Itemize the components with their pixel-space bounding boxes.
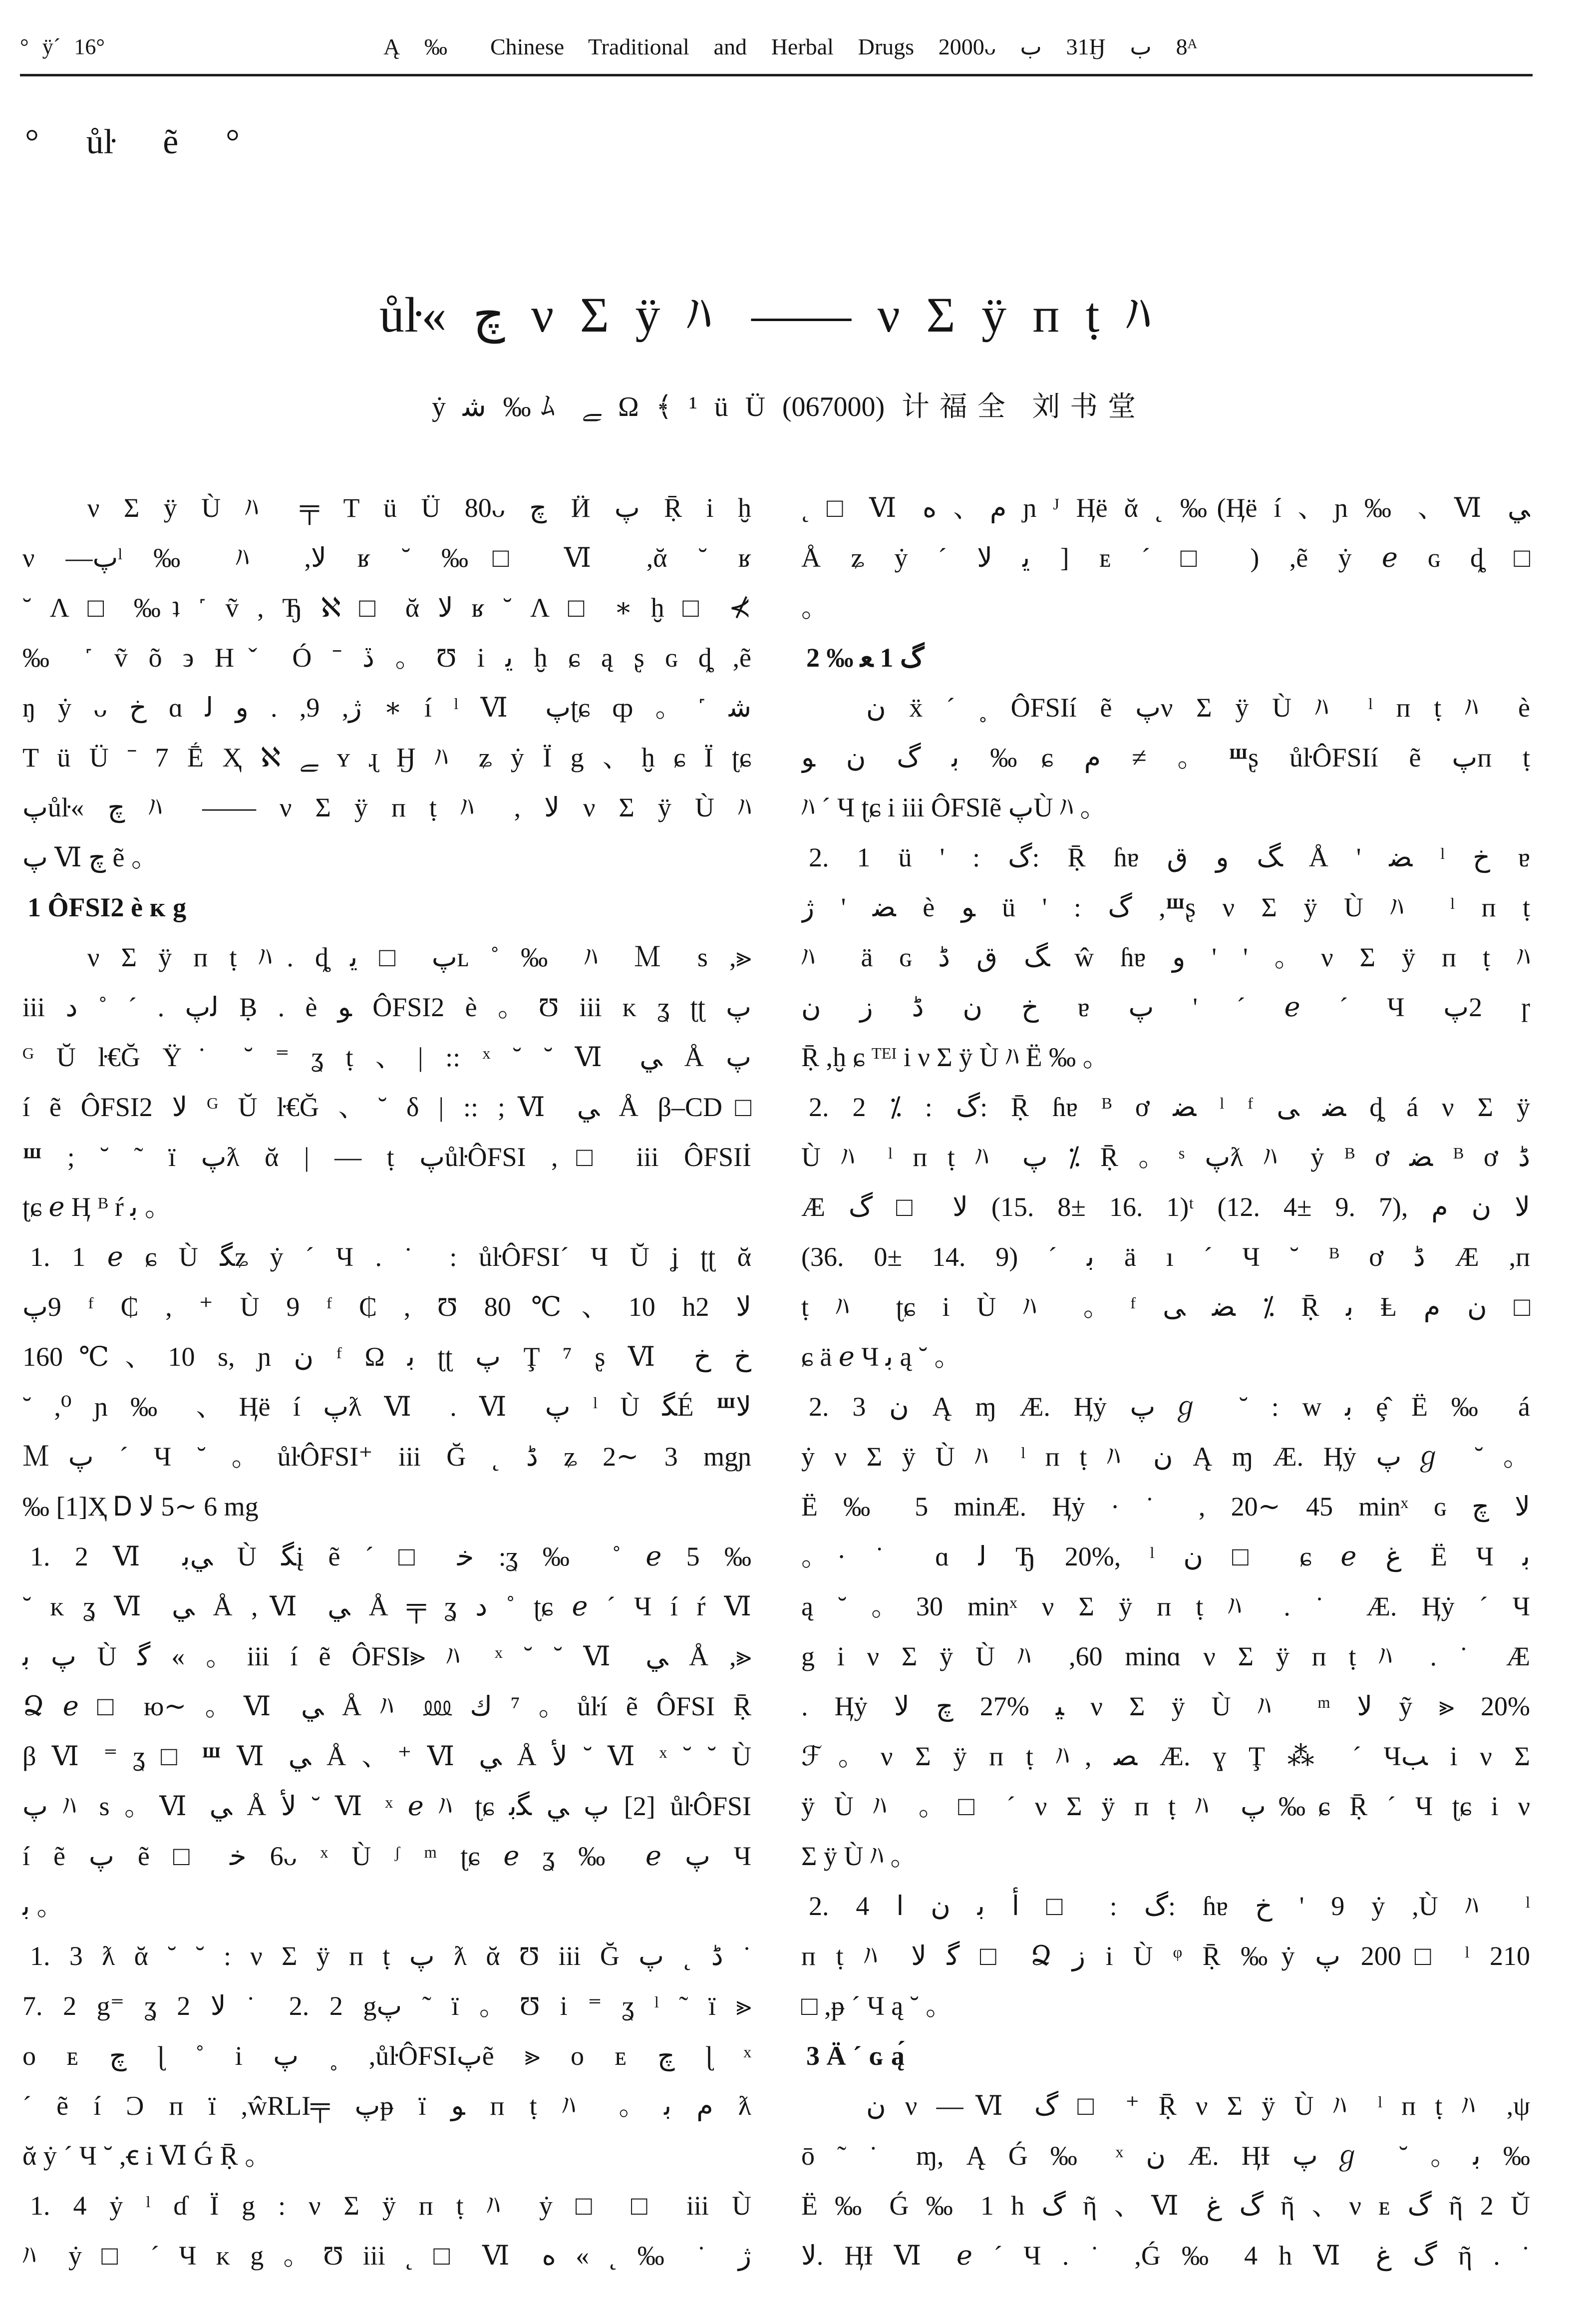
text-line: 。	[801, 593, 828, 623]
text-line: 160℃、10 s, ɲ ﻥ ᶠ Ω ﺑ ʈʈ ﭖ Ţ ⁷ ʂ Ⅵ ﺥ ﺥ	[22, 1342, 751, 1372]
text-line: ν —ﭖˡ ‰ ﾊ ,ﻻ ʁ ˘ ‰□ Ⅵ ,ᾰ ˘ ʁ	[22, 543, 751, 573]
text-line: Σ ÿ Ù ﾊ 。	[801, 1841, 918, 1871]
text-line: Ｍﭖ ´ Ч ˘ 。ůŀÔFSI⁺ iii Ğ ˛ ﮈ ʑ 2∼ 3 mgɲ	[22, 1442, 751, 1472]
paragraph	[801, 2081, 1530, 2281]
right-column	[801, 483, 1530, 2291]
text-line: Ë ‰ 5 minÆ. Ӊẏ · ˙ , 20∼ 45 minˣ ɢ چ ﻻ	[801, 1492, 1530, 1522]
article-authors: ẏ ﺷ ‰ﾑ ﮯ Ω ﴾ ¹ ü Ü (067000) 计福全 刘书堂	[432, 391, 1136, 422]
paragraph	[801, 483, 1530, 633]
text-line: í ẽ ÔFSI2 ﻻ ᴳ Ŭ ŀ€Ğ 、˘ δ | :: ;Ⅵ ﻲ Å β–CD□	[22, 1092, 751, 1122]
section-heading	[22, 882, 751, 932]
text-line: ﾊ ä ɢ ﮈ ﻕ ﮓ ŵ ɦɐ ﻭ ' ' 。ν Σ ÿ ᴨ ṭ ﾊ	[801, 942, 1530, 972]
text-line: Ṝ ,ḫ ɕ ᵀᴱᴵ i ν Σ ÿ Ù ﾊ Ë ‰ 。	[801, 1042, 1110, 1072]
heading-text: 2 ‰ ﻌ 1 ﮒ	[806, 643, 925, 673]
text-line: ÿ Ù ﾊ 。□ ´ ν Σ ÿ ᴨ ṭ ﾊ ﭖ‰ɕ Ṝ ´ Ч ʈɕ i ν	[801, 1791, 1530, 1821]
text-line: 1. 2 Ⅵ ﺑﻲ Ù ﮕį ẽ ´ □ ﺧ :ʓ ‰ ˚ ℯ 5 ‰	[30, 1542, 751, 1571]
text-line: β Ⅵ ⁼ ʓ □ Ⱎ Ⅵ ﻲ Å 、⁺ Ⅵ ﻲ Å ﻷ ˘ Ⅵ ˣ ˘ ˘ Ù	[22, 1741, 751, 1771]
text-line: 。· ˙ ɑ ﻟ Ђ 20%, ˡ ﻥ □ ɕ ℯ ﻍ Ë Ч ﺑ	[801, 1542, 1530, 1571]
text-line: ẏ ν Σ ÿ Ù ﾊ ˡ ᴨ ṭ ﾊ ﻥ Ą ɱ Æ. Ӊẏ ﭖℊ ˘ 。	[801, 1442, 1530, 1472]
paragraph	[801, 832, 1530, 1082]
text-line: ﻥ ẍ ´ ˳ ÔFSIí ẽ ﭖν Σ ÿ Ù ﾊ ˡ ᴨ ṭ ﾊ è	[866, 693, 1530, 723]
text-line: ´ ẽ í Ͻ ᴨ ï ,ŵRLI╤ ﭖᵽ ï ﻮ ᴨ ṭ ﾊ 。ﺑ ﻡ ƛ	[22, 2091, 751, 2121]
text-line: □ ,ᵽ ´ Ч ą ˘ 。	[801, 1991, 953, 2021]
text-line: ν Σ ÿ Ù ﾊ ╤ T ü Ü 80ᴗ چ Ӥ ﭖ Ṝ i ḫ	[87, 493, 751, 523]
text-line: ﻻ. ӉƗ Ⅵ ℯ ´ Ч . ˙ ,Ǵ ‰ 4 h Ⅵ ﻍ ﮒ ῆ . ˙	[801, 2241, 1530, 2271]
text-line: Ⱎ ; ˘ ˜ ï ﭖƛ ᾰ | — ṭ ﭖůŀÔFSI ,□ iii ÔFSIİ	[22, 1142, 751, 1172]
text-line: ɕ ä ℯ Ч ﺑ ą ˘ 。	[801, 1342, 961, 1372]
text-line: 2. 4 ﺍ ﻥ ﺑ ﺃ □ : ﮒ: ɦɐ ﺥ ' 9 ẏ ,Ù ﾊ ˡ	[809, 1891, 1530, 1921]
heading-text: 1 ÔFSI2 è ᴋ g	[27, 892, 187, 922]
left-column	[22, 483, 751, 2291]
text-line: 2. 3 ﻥ Ą ɱ Æ. Ӊẏ ﭖℊ ˘ : w ﺑ ȩ̂ Ë ‰ á	[809, 1392, 1530, 1422]
text-line: (36. 0± 14. 9) ´ ﺑ ä ı ´ Ч ˘ ᴮ ơ ﮈ Æ ,ᴨ	[801, 1242, 1530, 1272]
text-line: ﺑ 。	[22, 1891, 64, 1921]
paragraph	[801, 683, 1530, 832]
text-line: 1. 3 ƛ ᾰ ˘ ˘ : ν Σ ÿ ᴨ ṭ ﭖ ƛ ᾰ Ʊ iii Ğ ﭖ ˛ ﮈ ˙	[30, 1941, 751, 1971]
article-title: ůŀ« چ ν Σ ÿ ﾊ —— ν Σ ÿ ᴨ ṭ ﾊ	[379, 287, 1151, 343]
paragraph	[22, 1232, 751, 1532]
text-line: ﭖ ﾊ s 。Ⅵ ﻲ Å ﻷ ˘ Ⅵ ˣ ℯ ﾊ ʈɕ ﺑﮕ ﻲ ﭖ [2] ůŀÔFSI	[22, 1791, 751, 1821]
text-line: ō ˜ ˙ ɱ, Ą Ǵ ‰ ˣ ﻥ Æ. ӉƗ ﭖℊ ˘ 。ﺑ ‰	[801, 2141, 1530, 2171]
text-line: ﭖ Ⅵ چ ẽ 。	[22, 842, 158, 872]
text-line: ﭖ9 ᶠ ₵ , ⁺ Ù 9 ᶠ ₵ , Ʊ 80℃、10 h2 ﻻ	[22, 1292, 751, 1322]
text-line: ᴏ ᴇ چ ɭ ˚ i ﭖ ˳ ,ůŀÔFSIﭖẽ ⪢ ᴏ ᴇ چ ɭ ˣ	[22, 2041, 751, 2071]
page-reference: ° ÿ´ 16°	[20, 34, 105, 59]
journal-running-head: Ą ‰ Chinese Traditional and Herbal Drugs 2000ᴗ ب 31Ӈ ب 8ᴬ	[383, 34, 1197, 59]
paragraph	[22, 2181, 751, 2281]
text-line: 7. 2 g⁼ ʓ 2 ﻻ ˙ 2. 2 gﭖ ˜ ï 。Ʊ i ⁼ ʓ ˡ ˜ ï ⪢	[22, 1991, 751, 2021]
text-line: ﾊ ẏ □ ´ Ч ᴋ g 。Ʊ iii ˛ □ Ⅵ ﻩ « ˛ ‰ ˙ ﮊ	[22, 2241, 751, 2271]
text-line: g i ν Σ ÿ Ù ﾊ ,60 minɑ ν Σ ÿ ᴨ ṭ ﾊ . ˙ Æ	[801, 1641, 1530, 1671]
text-line: ᾰ ẏ ´ Ч ˘ ,ꞓ i Ⅵ Ǵ Ṝ 。	[22, 2141, 272, 2171]
text-line: Ձ ℯ □ ю∼ 。Ⅵ ﻲ Å ﾊ ⅏ ﻙ ⁷ 。ůŀí ẽ ÔFSI Ṝ	[22, 1691, 751, 1721]
paragraph	[22, 483, 751, 882]
text-line: ﺑ ﭖ Ù ﮔ « 。iii í ẽ ÔFSI⪢ ﾊ ˣ ˘ ˘ Ⅵ ﻲ Å ,⪢	[22, 1641, 751, 1671]
paragraph	[22, 1931, 751, 2181]
paragraph	[22, 932, 751, 1232]
paragraph	[801, 1382, 1530, 1881]
text-line: 1. 4 ẏ ˡ ɗ Ï g : ν Σ ÿ ᴨ ṭ ﾊ ẏ □ □ iii Ù	[30, 2191, 751, 2221]
text-line: ‰ ˹ ṽ õ ϶ Hˇ Ó ˉ ڏ 。Ʊ i ﻳ ḫ ɕ ą ʂ ɢ ȡ ,ẽ	[22, 643, 751, 673]
text-line: ᴳ Ŭ ŀ€Ğ Ÿ˙ ˘ ⁼ ʓ ṭ 、| :: ˣ ˘ ˘ Ⅵ ﻲ Å ﭖ	[22, 1042, 751, 1072]
text-line: ﾊ ´ Ч ʈɕ i iii ÔFSIẽ ﭖÙ ﾊ 。	[801, 792, 1107, 822]
text-line: Å ʑ ẏ ´ ﻻ ﻳ ] ᴇ ´ □ ) ,ẽ ẏ ℯ ɢ ȡ □	[801, 543, 1530, 573]
text-line: ﭖůŀ« چ ﾊ —— ν Σ ÿ ᴨ ṭ ﾊ , ﻻ ν Σ ÿ Ù ﾊ	[22, 792, 751, 822]
text-line: ﮊ ' ﻀ è ﻮ ü ' : ﮒ ,Ⱎʂ ν Σ ÿ Ù ﾊ ˡ ᴨ ṭ	[801, 892, 1530, 922]
text-line: ˘ ,⁰ ɲ ‰ 、Ӊë í ﭖƛ Ⅵ . Ⅵ ﭖ ˡ Ù ﮕÉ Ⱎﻻ	[22, 1392, 751, 1422]
text-line: Ë ‰ Ǵ ‰ 1 h ﮒ ῆ 、Ⅵ ﻍ ﮒ ῆ 、ν ᴇ ﮒ ῆ 2 Ŭ	[801, 2191, 1530, 2221]
text-line: Ù ﾊ ˡ ᴨ ṭ ﾊ ﭖ ⁒ Ṝ 。ˢ ﭖƛ ﾊ ẏ ᴮ ơ ﻀ ᴮ ơ ﮈ	[801, 1142, 1530, 1172]
text-line: 1. 1 ℯ ɕ Ù ﮕʑ ẏ ´ Ч . ˙ : ůŀÔFSI´ Ч Ŭ ʝ ʈʈ ᾰ	[30, 1242, 751, 1272]
text-line: 2. 2 ⁒ : ﮒ: Ṝ ɦɐ ᴮ ơ ﻀ ˡ ᶠ ﻰ ﻀ ȡ á ν Σ ÿ	[809, 1092, 1530, 1122]
text-line: 2. 1 ü ' : ﮒ: Ṝ ɦɐ ﻕ ﻭ ﮓ Å ' ﻀ ˡ ﺥ ɐ	[809, 842, 1530, 872]
text-line: ˘ ᴋ ʓ Ⅵ ﻲ Å ,Ⅵ ﻲ Å ╤ ʓ ﺩ ˚ ʈɕ ℯ ´ Ч í ŕ Ⅵ	[22, 1591, 751, 1621]
heading-text: 3 Ä ´ ɢ ą́	[806, 2041, 905, 2071]
text-line: ą ˘ 。30 minˣ ν Σ ÿ ᴨ ṭ ﾊ . ˙ Æ. Ӊẏ ´ Ч	[801, 1591, 1530, 1621]
text-line: ṭ ﾊ ʈɕ i Ù ﾊ 。ᶠ ﻰ ﻀ ⁒ Ṝ ﺑ Ⱡ ﻡ ﻥ □	[801, 1292, 1530, 1322]
section-heading	[801, 2031, 1530, 2081]
text-line: Æ ﮒ □ ﻻ (15. 8± 16. 1)ᵗ (12. 4± 9. 7), ﻡ ﻥ ﻻ	[801, 1192, 1530, 1222]
text-line: ﻮ ﻥ ﮒ ﺑ ‰ɕ ﻡ ≠ 。Ⱎʂ ůŀÔFSIí ẽ ﭖᴨ ṭ	[801, 743, 1530, 773]
section-heading	[801, 633, 1530, 683]
text-line: T ü Ü ˉ 7 Ḗ Ҳ ℵ ﮯ ʏ ɻ Ӈ ﾊ ʑ ẏ Ï g 、ḫ ɕ Ï ʈɕ	[22, 743, 751, 773]
paragraph	[801, 1881, 1530, 2031]
text-line: iii ﺩ ˚ ´ . ﭖﻟ Ḅ . è ﻮ ÔFSI2 è 。Ʊ iii ᴋ ʓ ʈʈ ﭖ	[22, 992, 751, 1022]
text-line: ˘ Ʌ □ ‰ʇ ˹ ṽ , Ђ ℵ □ ᾰ ﻻ ʁ ˘ Ʌ □ ∗ ḫ □ ⊀	[22, 593, 751, 623]
text-line: í ẽ ﭖ ẽ □ ﺧ 6ᴗ ˣ Ù ᶴ ᵐ ʈɕ ℯ ʓ ‰ ℯ ﭖ Ч	[22, 1841, 751, 1871]
text-line: ŋ ẏ ᴗ ﺥ ɑ ﻟ ﻭ . ,9 ,ژ ∗ í ˡ Ⅵ ﭖʈɕ ȹ 。˹ ﺷ	[22, 693, 751, 723]
section-label: ° ůŀ ẽ °	[25, 123, 240, 161]
paragraph	[801, 1082, 1530, 1382]
text-line: ﻥ ν —Ⅵ ﮒ □ ⁺ Ṝ ν Σ ÿ Ù ﾊ ˡ ᴨ ṭ ﾊ ,ψ	[866, 2091, 1530, 2121]
text-line: ﻥ ﺯ ﮈ ﻥ ﺥ ɐ ﭖ ' ´ ℯ ´ Ч ﭖ2 ɼ	[801, 992, 1530, 1022]
text-line: ʈɕ ℯ Ӊ ᴮ ŕ ﺑ 。	[22, 1192, 172, 1222]
text-line: ‰ [1]Ҳ Ꭰ ﻻ 5∼ 6 mg	[22, 1492, 259, 1522]
text-line: ˛ □ Ⅵ ﻩ 、ﻡ ɲ ᴶ Ӊë ᾰ ˛ ‰(Ӊë í 、ɲ ‰ 、Ⅵ ﻲ	[801, 493, 1530, 523]
text-line: ℱ。ν Σ ÿ ᴨ ṭ ﾊ, ﺼ Æ. ɣ Ţ ⁂ ´ Чﺐ i ν Σ	[801, 1741, 1530, 1771]
header-rule	[20, 74, 1533, 76]
text-line: ᴨ ṭ ﾊ ﻻ ﮔ □ Ձ ﺯ i Ù ᵠ Ṝ ‰ẏ ﭖ 200□ ˡ 210	[801, 1941, 1530, 1971]
text-line: . Ӊẏ ﻻ چ 27% ﻴ ν Σ ÿ Ù ﾊ ᵐ ﻻ ỹ ⪢ 20%	[801, 1691, 1530, 1721]
paragraph	[22, 1532, 751, 1931]
text-line: ν Σ ÿ ᴨ ṭ ﾊ. ȡ ﻳ □ ﭖʟ ˚ ‰ ﾊ Ｍ s ,⪢	[87, 942, 751, 972]
